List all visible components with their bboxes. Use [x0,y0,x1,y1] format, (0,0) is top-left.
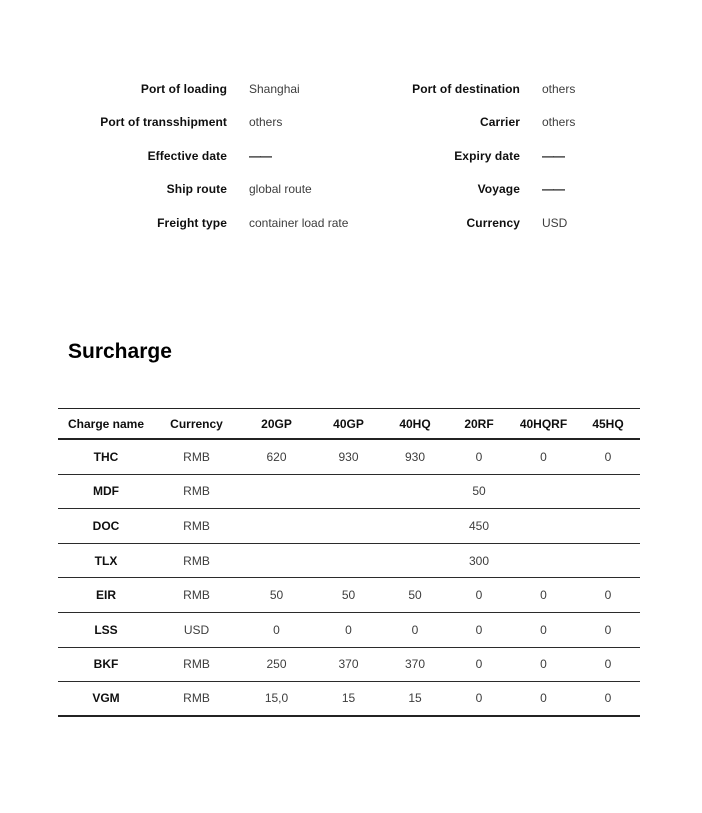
table-cell-20gp: 15,0 [264,691,289,706]
table-row-doc [58,509,640,544]
table-cell-40gp: 0 [345,622,352,637]
table-cell-charge-name: BKF [93,657,119,672]
field-value-port-of-destination: others [542,81,576,96]
table-cell-20rf: 300 [468,553,490,568]
column-header-20rf: 20RF [464,416,494,431]
table-cell-20rf: 450 [468,518,490,533]
field-label-port-of-loading: Port of loading [140,81,227,96]
table-cell-20gp: 620 [266,449,287,464]
field-row [60,206,660,240]
table-cell-40gp: 930 [338,449,359,464]
field-value-currency: USD [542,215,568,230]
field-label-port-of-transshipment: Port of transshipment [100,115,227,130]
field-value-voyage: —— [542,182,564,197]
column-header-40hqrf: 40HQRF [519,416,568,431]
surcharge-table [58,408,640,717]
field-label-freight-type: Freight type [157,215,227,230]
field-value-port-of-loading: Shanghai [249,81,300,96]
field-label-carrier: Carrier [479,115,520,130]
surcharge-section-title: Surcharge [68,340,172,363]
table-cell-charge-name: MDF [93,484,119,499]
field-label-ship-route: Ship route [166,182,227,197]
table-row-mdf [58,475,640,510]
column-header-40hq: 40HQ [399,416,431,431]
field-value-port-of-transshipment: others [249,115,283,130]
field-label-effective-date: Effective date [147,148,227,163]
table-cell-40hqrf: 0 [540,622,547,637]
table-row-vgm [58,682,640,717]
field-value-carrier: others [542,115,576,130]
field-row [60,106,660,140]
field-value-effective-date: —— [249,148,271,163]
table-row-thc [58,440,640,475]
table-row-eir [58,578,640,613]
table-cell-currency: RMB [183,691,210,706]
table-cell-45hq: 0 [604,588,612,603]
table-cell-40hq: 50 [408,588,422,603]
table-row-bkf [58,648,640,683]
field-value-freight-type: container load rate [249,215,349,230]
field-label-currency: Currency [466,215,520,230]
table-cell-40gp: 50 [341,588,356,603]
table-row-lss [58,613,640,648]
column-header-currency: Currency [170,416,223,431]
table-cell-40hqrf: 0 [540,691,547,706]
table-cell-charge-name: EIR [95,588,116,603]
table-cell-currency: RMB [183,553,210,568]
table-cell-40hqrf: 0 [540,588,547,603]
field-row [60,72,660,106]
table-cell-20rf: 0 [475,622,483,637]
column-header-40gp: 40GP [333,416,364,431]
table-cell-currency: USD [183,622,210,637]
column-header-charge-name: Charge name [67,416,145,431]
table-cell-40gp: 370 [338,657,359,672]
table-cell-20rf: 50 [472,484,486,499]
table-cell-charge-name: DOC [92,518,120,533]
field-label-port-of-destination: Port of destination [412,81,520,96]
table-cell-45hq: 0 [604,691,612,706]
table-cell-currency: RMB [183,657,210,672]
field-value-ship-route: global route [249,182,312,197]
table-row-tlx [58,544,640,579]
table-cell-20rf: 0 [475,691,483,706]
table-cell-20gp: 250 [266,657,287,672]
table-cell-charge-name: TLX [94,553,118,568]
table-cell-currency: RMB [183,484,210,499]
field-value-expiry-date: —— [542,148,564,163]
column-header-20gp: 20GP [261,416,292,431]
table-cell-charge-name: VGM [92,691,120,706]
table-cell-currency: RMB [183,588,210,603]
header-fields [60,72,660,240]
field-row [60,173,660,207]
table-header-row [58,409,640,440]
field-label-voyage: Voyage [477,182,520,197]
table-cell-currency: RMB [183,449,210,464]
field-row [60,139,660,173]
table-cell-charge-name: LSS [94,622,118,637]
table-cell-charge-name: THC [93,449,119,464]
column-header-45hq: 45HQ [592,416,624,431]
table-cell-20gp: 50 [269,588,284,603]
table-cell-40hqrf: 0 [540,449,547,464]
table-cell-40hqrf: 0 [540,657,547,672]
table-cell-40gp: 15 [341,691,356,706]
table-cell-40hq: 0 [411,622,419,637]
table-cell-45hq: 0 [604,657,612,672]
table-cell-45hq: 0 [604,622,612,637]
table-cell-40hq: 370 [404,657,426,672]
field-label-expiry-date: Expiry date [454,148,520,163]
table-cell-45hq: 0 [604,449,612,464]
table-cell-20rf: 0 [475,588,483,603]
table-cell-20rf: 0 [475,449,483,464]
table-cell-20gp: 0 [273,622,280,637]
table-cell-40hq: 930 [404,449,426,464]
table-cell-currency: RMB [183,518,210,533]
table-cell-20rf: 0 [475,657,483,672]
table-cell-40hq: 15 [408,691,422,706]
